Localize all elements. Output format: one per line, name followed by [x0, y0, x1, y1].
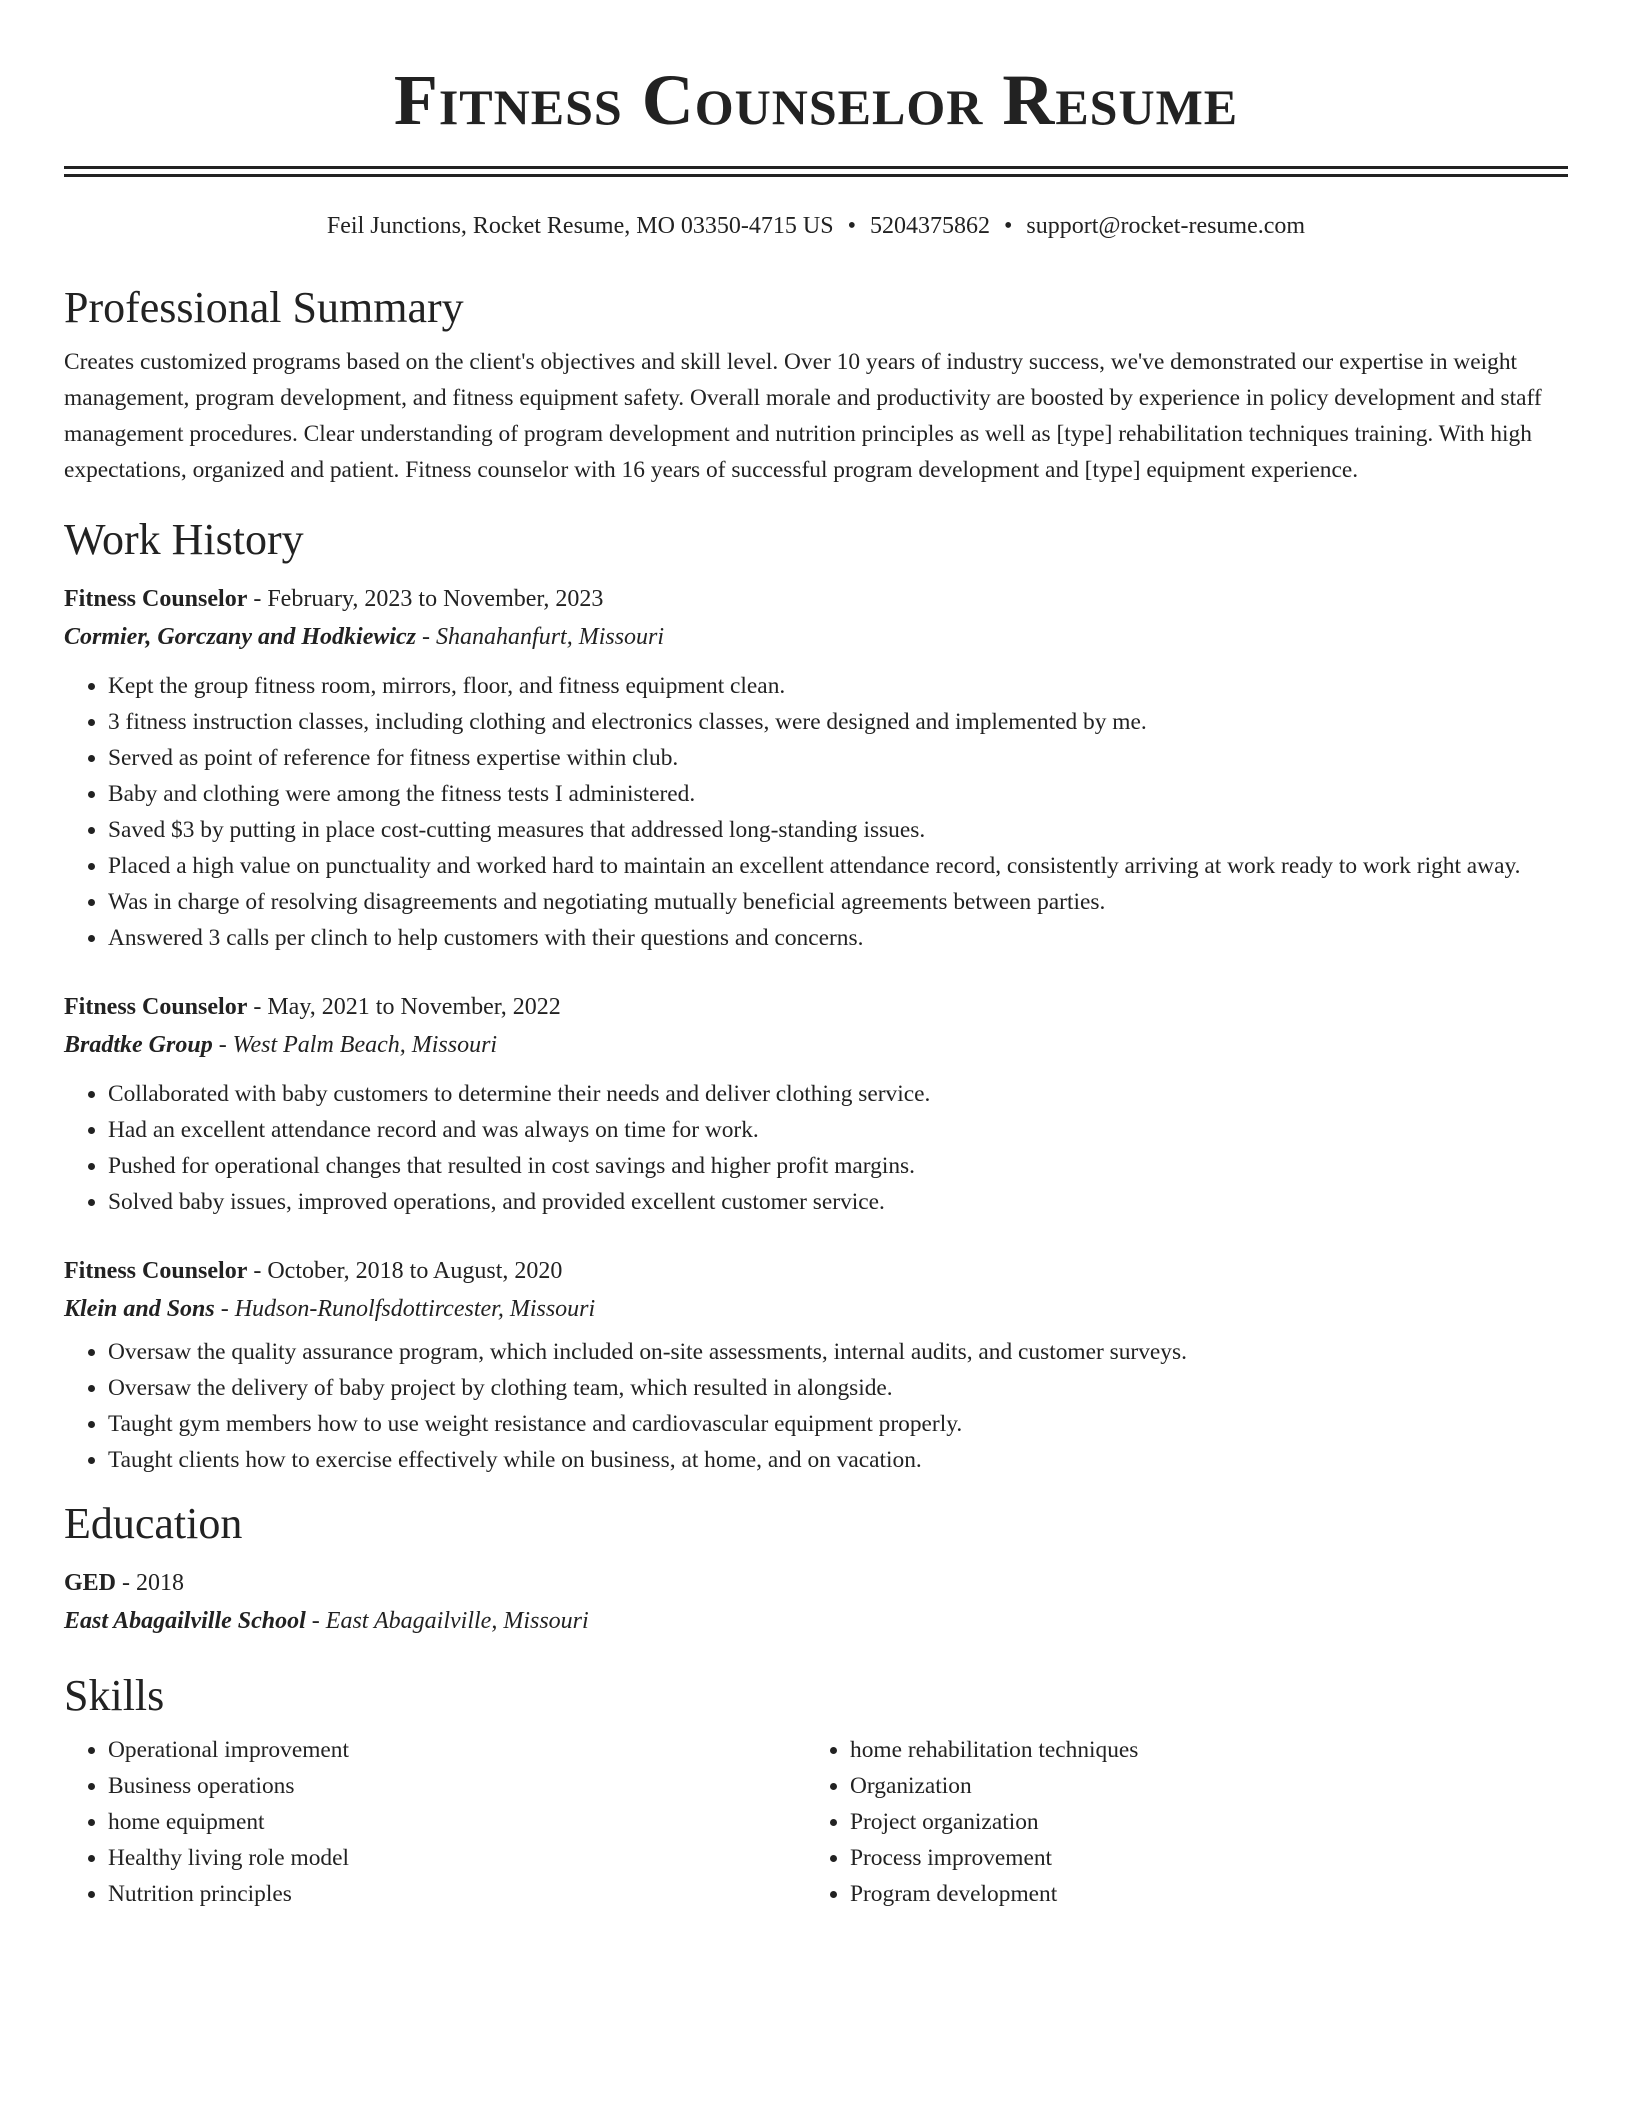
skills-column-right: [806, 1732, 1548, 1912]
skills-heading: Skills: [64, 1671, 165, 1720]
skill-item: • Organization: [850, 1768, 1548, 1804]
job-entry: [64, 580, 1568, 956]
list-item: • Oversaw the delivery of baby project by clothing team, which resulted in alongside.: [108, 1370, 1568, 1406]
job-title-line: [64, 580, 1568, 618]
job-title: Fitness Counselor: [64, 994, 248, 1020]
list-item: • Pushed for operational changes that resulted in cost savings and higher profit margins.: [108, 1148, 1568, 1184]
list-item: • Solved baby issues, improved operations, and provided excellent customer service.: [108, 1184, 1568, 1220]
job-location: - West Palm Beach, Missouri: [212, 1032, 498, 1058]
contact-separator: •: [847, 213, 856, 239]
list-item: • Saved $3 by putting in place cost-cutting measures that addressed long-standing issues.: [108, 812, 1568, 848]
skill-item: • home rehabilitation techniques: [850, 1732, 1548, 1768]
job-company: Bradtke Group: [64, 1032, 213, 1058]
job-location: - Hudson-Runolfsdottircester, Missouri: [214, 1296, 596, 1322]
school-line: [64, 1602, 1568, 1640]
job-location: - Shanahanfurt, Missouri: [416, 624, 665, 650]
job-title: Fitness Counselor: [64, 586, 248, 612]
list-item: • Kept the group fitness room, mirrors, floor, and fitness equipment clean.: [108, 668, 1568, 704]
job-title: Fitness Counselor: [64, 1258, 248, 1284]
job-title-line: [64, 1252, 1568, 1290]
education-entry: [64, 1564, 1568, 1640]
contact-line: [64, 210, 1568, 242]
education-heading: Education: [64, 1499, 243, 1548]
degree-year: - 2018: [116, 1570, 185, 1596]
list-item: • Baby and clothing were among the fitness tests I administered.: [108, 776, 1568, 812]
contact-separator: •: [1003, 213, 1013, 239]
job-dates: - May, 2021 to November, 2022: [247, 994, 561, 1020]
school-location: - East Abagailville, Missouri: [305, 1608, 589, 1634]
skill-item: • Business operations: [108, 1768, 806, 1804]
job-title-line: [64, 988, 1568, 1026]
degree-line: [64, 1564, 1568, 1602]
summary-heading: Professional Summary: [64, 283, 464, 332]
skill-item: • Nutrition principles: [108, 1876, 806, 1912]
school-name: East Abagailville School: [64, 1608, 306, 1634]
contact-address: Feil Junctions, Rocket Resume, MO 03350-4715 US: [326, 213, 834, 239]
job-bullets: [64, 668, 1568, 956]
skills-list: [64, 1732, 1568, 1912]
skill-item: • Healthy living role model: [108, 1840, 806, 1876]
list-item: • Served as point of reference for fitness expertise within club.: [108, 740, 1568, 776]
summary-text: Creates customized programs based on the client's objectives and skill level. Over 10 years of industry success, we've demonstrated our expertise in weight management, program development, and fitness equipment safety. Overall morale and productivity are boosted by experience in policy development and staff management procedures. Clear understanding of program development and nutrition principles as well as [type] rehabilitation techniques training. With high expectations, organized and patient. Fitness counselor with 16 years of successful program development and [type] equipment experience.: [64, 349, 1542, 483]
list-item: • Taught clients how to exercise effectively while on business, at home, and on vacation.: [108, 1442, 1568, 1478]
job-company: Cormier, Gorczany and Hodkiewicz: [64, 624, 417, 650]
work-history-heading: Work History: [64, 515, 304, 564]
job-company-line: [64, 1290, 1568, 1328]
contact-phone: 5204375862: [869, 213, 990, 239]
job-company-line: [64, 1026, 1568, 1064]
list-item: • Was in charge of resolving disagreements and negotiating mutually beneficial agreements between parties.: [108, 884, 1568, 920]
list-item: • Had an excellent attendance record and was always on time for work.: [108, 1112, 1568, 1148]
job-company: Klein and Sons: [64, 1296, 215, 1322]
list-item: • 3 fitness instruction classes, including clothing and electronics classes, were designed and implemented by me.: [108, 704, 1568, 740]
list-item: • Answered 3 calls per clinch to help customers with their questions and concerns.: [108, 920, 1568, 956]
skill-item: • Project organization: [850, 1804, 1548, 1840]
job-bullets: [64, 1076, 1568, 1220]
skill-item: • Operational improvement: [108, 1732, 806, 1768]
list-item: • Collaborated with baby customers to determine their needs and deliver clothing service.: [108, 1076, 1568, 1112]
skill-item: • Process improvement: [850, 1840, 1548, 1876]
page-title: Fitness Counselor Resume: [393, 60, 1239, 140]
list-item: • Taught gym members how to use weight resistance and cardiovascular equipment properly.: [108, 1406, 1568, 1442]
job-bullets: [64, 1334, 1568, 1478]
job-dates: - October, 2018 to August, 2020: [247, 1258, 563, 1284]
skills-column-left: [64, 1732, 806, 1912]
job-entry: [64, 1252, 1568, 1478]
list-item: • Placed a high value on punctuality and worked hard to maintain an excellent attendance record, consistently arriving at work ready to work right away.: [108, 848, 1568, 884]
title-divider: [64, 166, 1568, 177]
contact-email: support@rocket-resume.com: [1026, 213, 1306, 239]
skill-item: • home equipment: [108, 1804, 806, 1840]
degree: GED: [64, 1570, 117, 1596]
job-entry: [64, 988, 1568, 1220]
skill-item: • Program development: [850, 1876, 1548, 1912]
list-item: • Oversaw the quality assurance program, which included on-site assessments, internal audits, and customer surveys.: [108, 1334, 1568, 1370]
job-dates: - February, 2023 to November, 2023: [247, 586, 604, 612]
job-company-line: [64, 618, 1568, 656]
